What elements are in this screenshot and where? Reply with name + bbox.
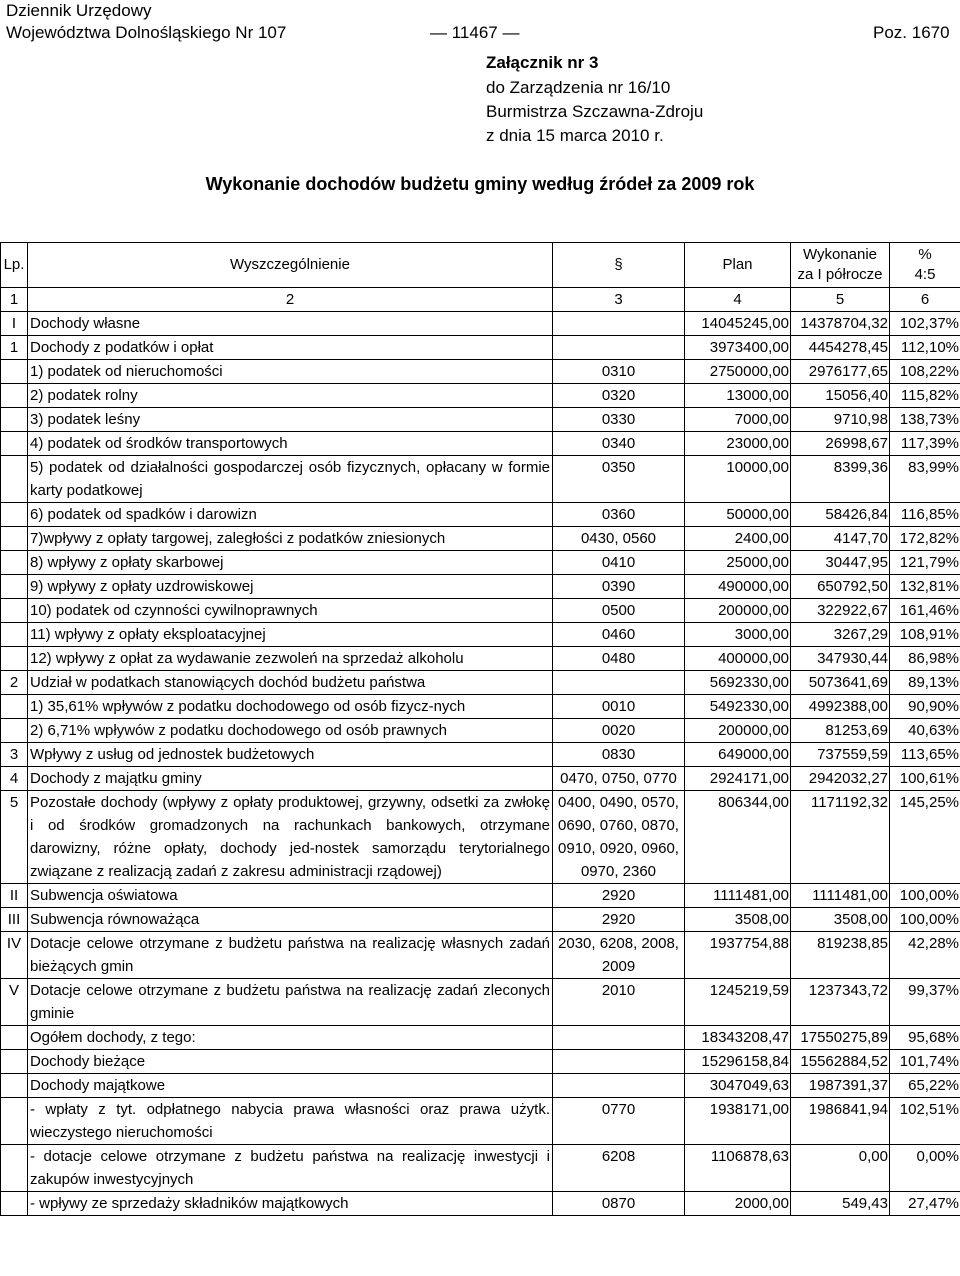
row-percent: 101,74% (890, 1050, 960, 1074)
row-plan: 2924171,00 (685, 767, 791, 791)
row-plan: 3000,00 (685, 623, 791, 647)
row-execution: 15056,40 (791, 384, 890, 408)
table-row (1, 932, 960, 979)
row-lp (1, 1192, 28, 1216)
header-execution-line2: za I półrocze (797, 266, 883, 283)
header-paragraph: § (553, 243, 685, 288)
table-row (1, 719, 960, 743)
row-name: 12) wpływy z opłat za wydawanie zezwoleń na sprzedaż alkoholu (28, 647, 553, 671)
row-lp: V (1, 979, 28, 1026)
row-paragraph: 2920 (553, 884, 685, 908)
row-name: Dochody własne (28, 312, 553, 336)
row-lp (1, 623, 28, 647)
row-execution: 3267,29 (791, 623, 890, 647)
row-plan: 25000,00 (685, 551, 791, 575)
header-lp: Lp. (1, 243, 28, 288)
row-paragraph: 0020 (553, 719, 685, 743)
row-paragraph: 0470, 0750, 0770 (553, 767, 685, 791)
attachment-title: Załącznik nr 3 (486, 53, 599, 72)
row-lp (1, 384, 28, 408)
table-row (1, 1098, 960, 1145)
col-number: 3 (553, 288, 685, 312)
attachment-line-1: do Zarządzenia nr 16/10 (486, 78, 671, 97)
row-lp (1, 695, 28, 719)
row-execution: 5073641,69 (791, 671, 890, 695)
row-name: 11) wpływy z opłaty eksploatacyjnej (28, 623, 553, 647)
row-percent: 132,81% (890, 575, 960, 599)
col-number: 4 (685, 288, 791, 312)
row-plan: 3508,00 (685, 908, 791, 932)
row-execution: 819238,85 (791, 932, 890, 979)
header-percent-line1: % (918, 246, 932, 263)
table-row (1, 1050, 960, 1074)
row-execution: 1987391,37 (791, 1074, 890, 1098)
row-paragraph: 0350 (553, 456, 685, 503)
row-name: Dochody z majątku gminy (28, 767, 553, 791)
row-percent: 145,25% (890, 791, 960, 884)
row-execution: 1237343,72 (791, 979, 890, 1026)
row-plan: 13000,00 (685, 384, 791, 408)
row-lp: 4 (1, 767, 28, 791)
table-row (1, 908, 960, 932)
table-row (1, 743, 960, 767)
row-name: 1) podatek od nieruchomości (28, 360, 553, 384)
row-plan: 7000,00 (685, 408, 791, 432)
row-execution: 30447,95 (791, 551, 890, 575)
row-percent: 83,99% (890, 456, 960, 503)
row-percent: 100,61% (890, 767, 960, 791)
row-name: 2) 6,71% wpływów z podatku dochodowego od osób prawnych (28, 719, 553, 743)
row-plan: 1938171,00 (685, 1098, 791, 1145)
col-number: 2 (28, 288, 553, 312)
row-lp: 2 (1, 671, 28, 695)
row-execution: 549,43 (791, 1192, 890, 1216)
row-name: Ogółem dochody, z tego: (28, 1026, 553, 1050)
header-plan: Plan (685, 243, 791, 288)
row-lp: 1 (1, 336, 28, 360)
row-plan: 18343208,47 (685, 1026, 791, 1050)
table-row (1, 1192, 960, 1216)
row-name: 9) wpływy z opłaty uzdrowiskowej (28, 575, 553, 599)
row-name: - wpłaty z tyt. odpłatnego nabycia prawa własności oraz prawa użytk. wieczystego nieruchomości (28, 1098, 553, 1145)
row-execution: 322922,67 (791, 599, 890, 623)
row-lp: 3 (1, 743, 28, 767)
row-plan: 200000,00 (685, 719, 791, 743)
row-execution: 2942032,27 (791, 767, 890, 791)
row-plan: 23000,00 (685, 432, 791, 456)
table-numbering-row (1, 288, 960, 312)
row-percent: 121,79% (890, 551, 960, 575)
row-plan: 1245219,59 (685, 979, 791, 1026)
row-lp (1, 408, 28, 432)
row-percent: 89,13% (890, 671, 960, 695)
row-paragraph: 6208 (553, 1145, 685, 1192)
row-plan: 5492330,00 (685, 695, 791, 719)
table-row (1, 360, 960, 384)
table-row (1, 456, 960, 503)
row-execution: 1171192,32 (791, 791, 890, 884)
row-paragraph: 0410 (553, 551, 685, 575)
row-percent: 116,85% (890, 503, 960, 527)
row-percent: 100,00% (890, 908, 960, 932)
row-percent: 113,65% (890, 743, 960, 767)
row-name: 8) wpływy z opłaty skarbowej (28, 551, 553, 575)
revenue-table (0, 242, 960, 1216)
row-percent: 102,37% (890, 312, 960, 336)
row-paragraph: 2010 (553, 979, 685, 1026)
row-percent: 100,00% (890, 884, 960, 908)
row-percent: 99,37% (890, 979, 960, 1026)
row-lp (1, 599, 28, 623)
row-percent: 0,00% (890, 1145, 960, 1192)
row-name: 10) podatek od czynności cywilnoprawnych (28, 599, 553, 623)
table-row (1, 432, 960, 456)
row-paragraph: 0330 (553, 408, 685, 432)
row-execution: 9710,98 (791, 408, 890, 432)
header-execution (791, 243, 890, 288)
row-paragraph: 0460 (553, 623, 685, 647)
row-name: 3) podatek leśny (28, 408, 553, 432)
row-execution: 81253,69 (791, 719, 890, 743)
row-plan: 1111481,00 (685, 884, 791, 908)
row-paragraph (553, 671, 685, 695)
row-name: Subwencja równoważąca (28, 908, 553, 932)
table-row (1, 671, 960, 695)
table-row (1, 336, 960, 360)
row-name: Dotacje celowe otrzymane z budżetu państwa na realizację własnych zadań bieżących gmin (28, 932, 553, 979)
row-paragraph: 0870 (553, 1192, 685, 1216)
row-lp (1, 1050, 28, 1074)
row-name: Dotacje celowe otrzymane z budżetu państwa na realizację zadań zleconych gminie (28, 979, 553, 1026)
row-execution: 4992388,00 (791, 695, 890, 719)
row-lp (1, 551, 28, 575)
table-row (1, 503, 960, 527)
row-lp (1, 1145, 28, 1192)
row-execution: 15562884,52 (791, 1050, 890, 1074)
row-paragraph (553, 336, 685, 360)
table-row (1, 623, 960, 647)
row-execution: 1111481,00 (791, 884, 890, 908)
position-number: Poz. 1670 (873, 23, 950, 42)
row-percent: 108,91% (890, 623, 960, 647)
row-execution: 26998,67 (791, 432, 890, 456)
row-lp (1, 1098, 28, 1145)
header-percent (890, 243, 960, 288)
table-row (1, 384, 960, 408)
row-lp (1, 647, 28, 671)
row-paragraph (553, 312, 685, 336)
row-paragraph: 0480 (553, 647, 685, 671)
row-name: 7)wpływy z opłaty targowej, zaległości z podatków zniesionych (28, 527, 553, 551)
journal-subtitle: Województwa Dolnośląskiego Nr 107 (6, 23, 287, 42)
row-percent: 42,28% (890, 932, 960, 979)
row-plan: 2000,00 (685, 1192, 791, 1216)
row-percent: 117,39% (890, 432, 960, 456)
row-plan: 400000,00 (685, 647, 791, 671)
row-lp (1, 1074, 28, 1098)
row-lp: II (1, 884, 28, 908)
row-execution: 8399,36 (791, 456, 890, 503)
col-number: 5 (791, 288, 890, 312)
row-percent: 27,47% (890, 1192, 960, 1216)
row-plan: 5692330,00 (685, 671, 791, 695)
row-percent: 90,90% (890, 695, 960, 719)
row-name: Subwencja oświatowa (28, 884, 553, 908)
row-execution: 0,00 (791, 1145, 890, 1192)
row-execution: 58426,84 (791, 503, 890, 527)
header-name: Wyszczególnienie (28, 243, 553, 288)
row-name: 5) podatek od działalności gospodarczej osób fizycznych, opłacany w formie karty podatkowej (28, 456, 553, 503)
row-percent: 108,22% (890, 360, 960, 384)
table-row (1, 312, 960, 336)
row-lp: III (1, 908, 28, 932)
journal-title: Dziennik Urzędowy (6, 1, 152, 20)
row-lp (1, 1026, 28, 1050)
row-execution: 17550275,89 (791, 1026, 890, 1050)
row-lp (1, 575, 28, 599)
col-number: 1 (1, 288, 28, 312)
row-paragraph: 2030, 6208, 2008, 2009 (553, 932, 685, 979)
row-plan: 10000,00 (685, 456, 791, 503)
row-execution: 737559,59 (791, 743, 890, 767)
row-percent: 138,73% (890, 408, 960, 432)
table-row (1, 791, 960, 884)
table-row (1, 527, 960, 551)
row-percent: 40,63% (890, 719, 960, 743)
row-percent: 65,22% (890, 1074, 960, 1098)
row-percent: 115,82% (890, 384, 960, 408)
row-paragraph: 0340 (553, 432, 685, 456)
page-number: — 11467 — (430, 23, 520, 42)
row-plan: 490000,00 (685, 575, 791, 599)
row-name: 6) podatek od spadków i darowizn (28, 503, 553, 527)
row-percent: 102,51% (890, 1098, 960, 1145)
row-plan: 3973400,00 (685, 336, 791, 360)
attachment-line-2: Burmistrza Szczawna-Zdroju (486, 102, 704, 121)
attachment-line-3: z dnia 15 marca 2010 r. (486, 126, 664, 145)
row-lp: 5 (1, 791, 28, 884)
row-lp: I (1, 312, 28, 336)
header-percent-line2: 4:5 (914, 266, 936, 283)
row-paragraph: 0390 (553, 575, 685, 599)
table-row (1, 599, 960, 623)
row-paragraph: 0770 (553, 1098, 685, 1145)
row-plan: 2400,00 (685, 527, 791, 551)
row-percent: 112,10% (890, 336, 960, 360)
row-paragraph: 0320 (553, 384, 685, 408)
row-name: Dochody majątkowe (28, 1074, 553, 1098)
header-execution-line1: Wykonanie (802, 246, 878, 263)
row-plan: 14045245,00 (685, 312, 791, 336)
row-percent: 161,46% (890, 599, 960, 623)
row-name: 2) podatek rolny (28, 384, 553, 408)
row-plan: 200000,00 (685, 599, 791, 623)
table-row (1, 1074, 960, 1098)
row-percent: 95,68% (890, 1026, 960, 1050)
row-name: 4) podatek od środków transportowych (28, 432, 553, 456)
row-plan: 806344,00 (685, 791, 791, 884)
row-plan: 50000,00 (685, 503, 791, 527)
table-row (1, 1145, 960, 1192)
table-body (1, 312, 960, 1216)
row-execution: 347930,44 (791, 647, 890, 671)
col-number: 6 (890, 288, 960, 312)
table-row (1, 767, 960, 791)
row-paragraph: 0500 (553, 599, 685, 623)
row-percent: 86,98% (890, 647, 960, 671)
row-paragraph (553, 1074, 685, 1098)
table-row (1, 575, 960, 599)
row-plan: 15296158,84 (685, 1050, 791, 1074)
row-execution: 2976177,65 (791, 360, 890, 384)
row-name: Dochody bieżące (28, 1050, 553, 1074)
row-plan: 1937754,88 (685, 932, 791, 979)
table-row (1, 979, 960, 1026)
row-execution: 4147,70 (791, 527, 890, 551)
row-paragraph: 0360 (553, 503, 685, 527)
row-name: Dochody z podatków i opłat (28, 336, 553, 360)
row-execution: 4454278,45 (791, 336, 890, 360)
row-lp (1, 360, 28, 384)
row-lp (1, 432, 28, 456)
table-row (1, 551, 960, 575)
row-name: Pozostałe dochody (wpływy z opłaty produktowej, grzywny, odsetki za zwłokę i od środków gromadzonych na rachunkach bankowych, otrzymane darowizny, różne opłaty, dochody jed-nostek samorządu terytorialnego związane z realizacją zadań z zakresu administracji rządowej) (28, 791, 553, 884)
table-row (1, 884, 960, 908)
table-row (1, 408, 960, 432)
row-paragraph: 0430, 0560 (553, 527, 685, 551)
row-lp (1, 456, 28, 503)
row-paragraph (553, 1050, 685, 1074)
row-lp (1, 719, 28, 743)
row-plan: 2750000,00 (685, 360, 791, 384)
row-name: - dotacje celowe otrzymane z budżetu państwa na realizację inwestycji i zakupów inwestycyjnych (28, 1145, 553, 1192)
row-paragraph (553, 1026, 685, 1050)
row-lp (1, 503, 28, 527)
row-name: - wpływy ze sprzedaży składników majątkowych (28, 1192, 553, 1216)
row-plan: 3047049,63 (685, 1074, 791, 1098)
row-paragraph: 0400, 0490, 0570, 0690, 0760, 0870, 0910, 0920, 0960, 0970, 2360 (553, 791, 685, 884)
row-execution: 3508,00 (791, 908, 890, 932)
row-paragraph: 0010 (553, 695, 685, 719)
table-row (1, 1026, 960, 1050)
row-plan: 1106878,63 (685, 1145, 791, 1192)
row-execution: 650792,50 (791, 575, 890, 599)
table-row (1, 695, 960, 719)
row-paragraph: 0830 (553, 743, 685, 767)
row-name: Udział w podatkach stanowiących dochód budżetu państwa (28, 671, 553, 695)
table-row (1, 647, 960, 671)
document-title: Wykonanie dochodów budżetu gminy według źródeł za 2009 rok (205, 174, 755, 194)
row-paragraph: 0310 (553, 360, 685, 384)
row-name: Wpływy z usług od jednostek budżetowych (28, 743, 553, 767)
row-percent: 172,82% (890, 527, 960, 551)
row-plan: 649000,00 (685, 743, 791, 767)
row-name: 1) 35,61% wpływów z podatku dochodowego od osób fizycz-nych (28, 695, 553, 719)
row-lp (1, 527, 28, 551)
row-execution: 14378704,32 (791, 312, 890, 336)
row-paragraph: 2920 (553, 908, 685, 932)
table-header-row (1, 243, 960, 288)
row-lp: IV (1, 932, 28, 979)
row-execution: 1986841,94 (791, 1098, 890, 1145)
